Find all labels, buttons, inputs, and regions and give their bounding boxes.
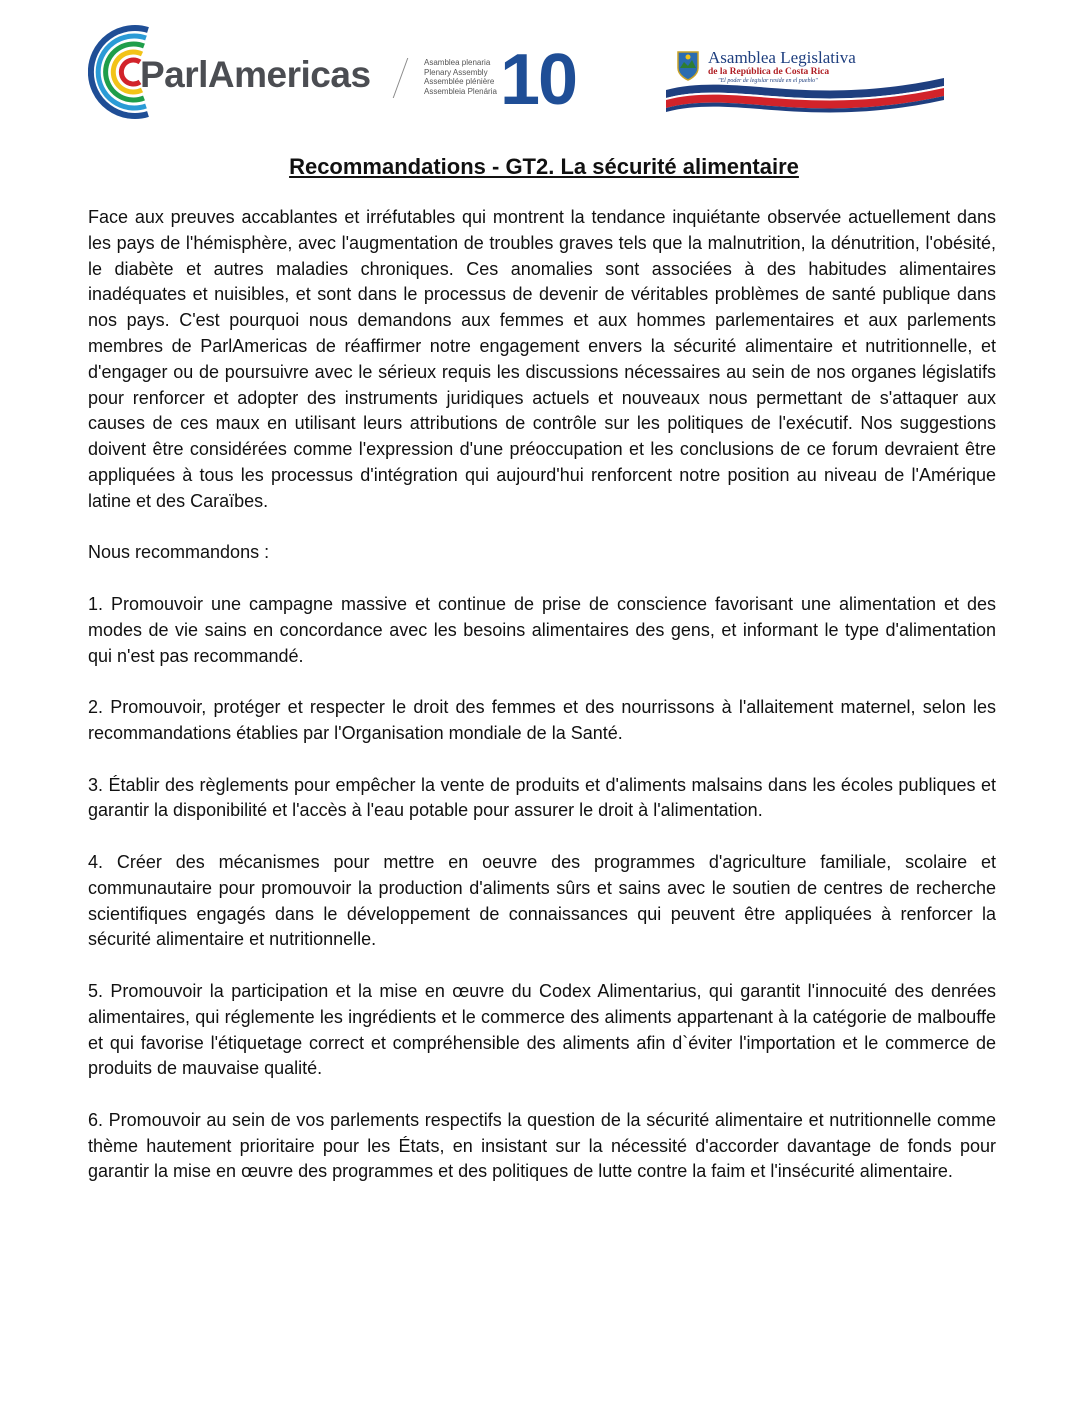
document-body bbox=[88, 205, 996, 1211]
recommendation-1: 1. Promouvoir une campagne massive et continue de prise de conscience favorisant une alimentation et des modes de vie sains en concordance avec les besoins alimentaires des gens, et informant le type d'alimentation qui n'est pas recommandé. bbox=[88, 593, 996, 666]
edition-number: 10 bbox=[500, 40, 577, 120]
assembly-language-en: Plenary Assembly bbox=[424, 67, 488, 77]
host-logo-motto: "El poder de legislar reside en el pueblo" bbox=[718, 78, 818, 84]
host-logo-subtitle: de la República de Costa Rica bbox=[708, 67, 830, 77]
host-logo-title: Asamblea Legislativa bbox=[708, 48, 856, 67]
logo-divider bbox=[393, 58, 409, 98]
coat-of-arms-icon bbox=[674, 50, 702, 82]
recommendation-3: 3. Établir des règlements pour empêcher la vente de produits et d'aliments malsains dans les écoles publiques et garantir la disponibilité et l'accès à l'eau potable pour assurer le droit à l'alimentation. bbox=[88, 774, 996, 821]
intro-paragraph: Face aux preuves accablantes et irréfutables qui montrent la tendance inquiétante observée actuellement dans les pays de l'hémisphère, avec l'augmentation de troubles graves tels que la malnutrition, la dénutrition, l'obésité, le diabète et autres maladies chroniques. Ces anomalies sont associées à des habitudes alimentaires inadéquates et nuisibles, et sont dans le processus de devenir de véritables problèmes de santé publique dans nos pays. C'est pourquoi nous demandons aux femmes et aux hommes parlementaires et aux parlements membres de ParlAmericas de réaffirmer notre engagement envers la sécurité alimentaire et nutritionnelle, et d'engager ou de poursuivre avec le sérieux requis les discussions nécessaires au sein de nos organes législatifs pour renforcer et adopter des instruments juridiques actuels et nouveaux nous permettant de s'attaquer aux causes de ces maux en utilisant leurs attributions de contrôle sur les politiques de l'exécutif. Nos suggestions doivent être considérées comme l'expression d'une préoccupation et les conclusions de ce forum devraient être appliquées à tous les processus d'intégration qui aujourd'hui renforcent notre position au niveau de l'Amérique latine et des Caraïbes. bbox=[88, 207, 996, 511]
recommendation-2: 2. Promouvoir, protéger et respecter le droit des femmes et des nourrissons à l'allaitement maternel, selon les recommandations établies par l'Organisation mondiale de la Santé. bbox=[88, 697, 996, 743]
recommendation-6: 6. Promouvoir au sein de vos parlements respectifs la question de la sécurité alimentaire et nutritionnelle comme thème hautement prioritaire pour les États, en insistant sur la nécessité d'accorder davantage de fonds pour garantir la mise en œuvre des programmes et des politiques de lutte contre la faim et l'insécurité alimentaire. bbox=[88, 1109, 996, 1182]
assembly-languages bbox=[424, 58, 497, 96]
lead-in: Nous recommandons : bbox=[88, 542, 270, 563]
parlamericas-logo bbox=[88, 24, 497, 120]
recommendation-4: 4. Créer des mécanismes pour mettre en oeuvre des programmes d'agriculture familiale, scolaire et communautaire pour promouvoir la production d'aliments sûrs et sains avec le soutien de centres de recherche scientifiques engagés dans le développement de connaissances qui peuvent être appliquées à renforcer la sécurité alimentaire et nutritionnelle. bbox=[88, 851, 996, 950]
document-title: Recommandations - GT2. La sécurité alimentaire bbox=[289, 154, 799, 179]
page-header bbox=[0, 0, 1088, 130]
parlamericas-name: ParlAmericas bbox=[140, 54, 371, 95]
assembly-language-pt: Assembleia Plenária bbox=[424, 86, 497, 96]
recommendation-5: 5. Promouvoir la participation et la mise en œuvre du Codex Alimentarius, qui garantit l'innocuité des denrées alimentaires, qui réglemente les ingrédients et le commerce des aliments appartenant à la catégorie de malbouffe et qui favorise l'étiquetage correct et compréhensible des aliments afin d`éviter l'importation et le commerce de produits de mauvaise qualité. bbox=[88, 980, 996, 1079]
assembly-language-fr: Assemblée plénière bbox=[424, 77, 495, 86]
assembly-language-es: Asamblea plenaria bbox=[424, 58, 491, 67]
costa-rica-assembly-logo bbox=[666, 46, 946, 116]
